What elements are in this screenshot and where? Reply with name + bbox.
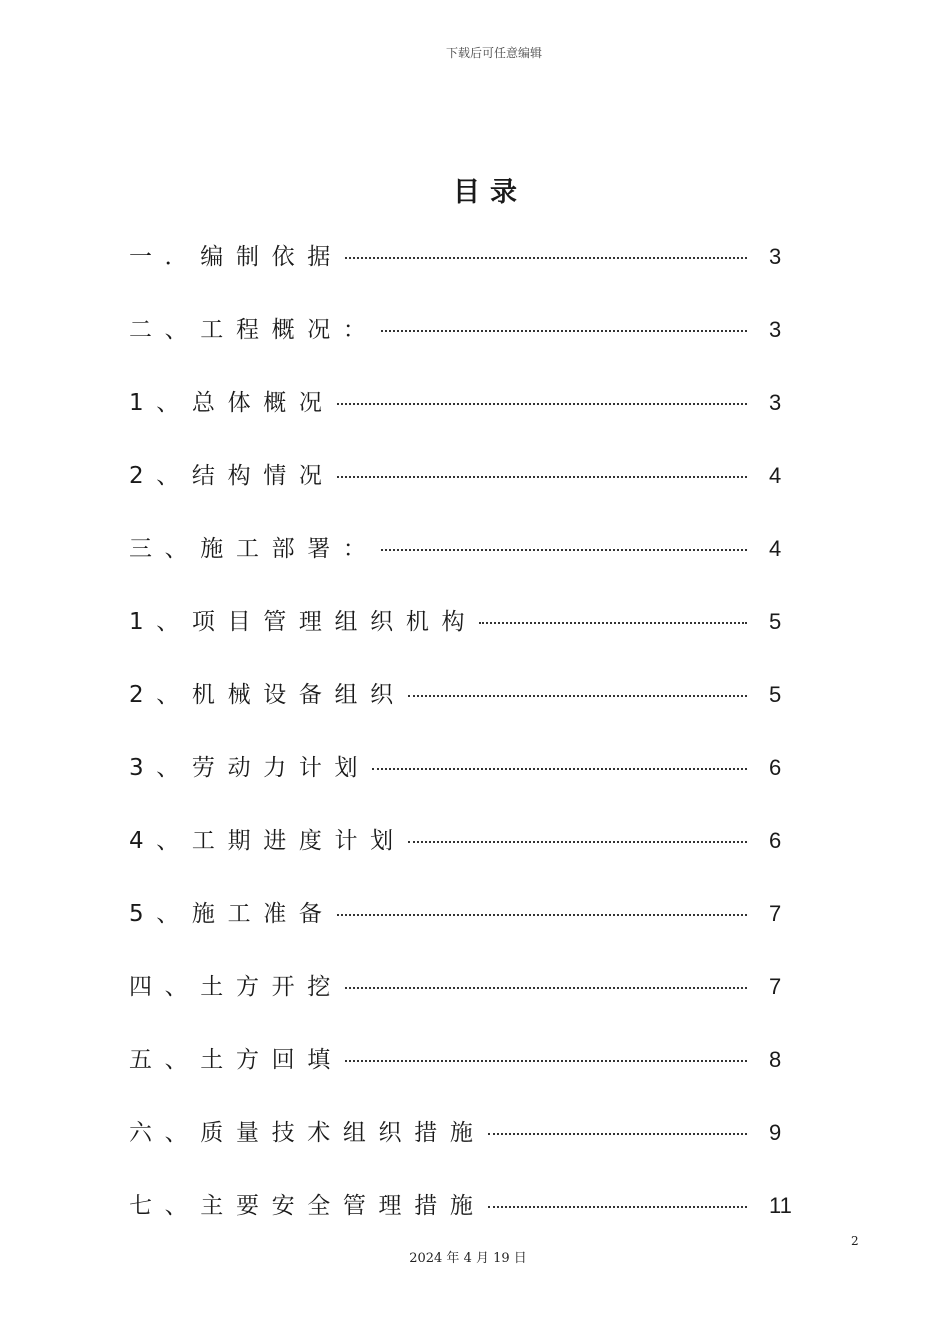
- footer-date: 2024 年 4 月 19 日: [409, 1251, 527, 1266]
- toc-entry[interactable]: [129, 530, 799, 603]
- toc-entry-label: 5、施工准备: [129, 901, 335, 927]
- toc-entry-label: 四、土方开挖: [129, 974, 343, 1000]
- table-of-contents: [129, 238, 799, 1260]
- toc-dot-leader: [345, 987, 747, 989]
- toc-dot-leader: [337, 403, 747, 405]
- toc-entry[interactable]: [129, 749, 799, 822]
- toc-entry-label: 3、劳动力计划: [129, 755, 371, 781]
- toc-entry-label: 2、机械设备组织: [129, 682, 406, 708]
- toc-dot-leader: [337, 476, 747, 478]
- toc-entry-label: 2、结构情况: [129, 463, 335, 489]
- toc-entry[interactable]: [129, 1114, 799, 1187]
- toc-entry-page: 9: [769, 1120, 782, 1145]
- toc-entry[interactable]: [129, 822, 799, 895]
- toc-dot-leader: [408, 695, 747, 697]
- toc-title: 目录: [453, 177, 527, 208]
- page-number: 2: [851, 1234, 859, 1248]
- toc-entry-page: 4: [769, 463, 782, 488]
- toc-entry[interactable]: [129, 603, 799, 676]
- toc-dot-leader: [488, 1206, 748, 1208]
- toc-entry-page: 5: [769, 682, 782, 707]
- toc-dot-leader: [479, 622, 747, 624]
- toc-entry-page: 4: [769, 536, 782, 561]
- toc-entry-label: 七、主要安全管理措施: [129, 1193, 486, 1219]
- toc-dot-leader: [488, 1133, 748, 1135]
- toc-entry-page: 3: [769, 390, 782, 415]
- toc-entry-label: 1、总体概况: [129, 390, 335, 416]
- toc-entry-page: 6: [769, 828, 782, 853]
- toc-entry-label: 五、土方回填: [129, 1047, 343, 1073]
- toc-entry-page: 8: [769, 1047, 782, 1072]
- toc-entry[interactable]: [129, 968, 799, 1041]
- toc-entry-page: 7: [769, 974, 782, 999]
- toc-entry-page: 7: [769, 901, 782, 926]
- toc-entry-label: 三、施工部署：: [129, 536, 379, 562]
- toc-entry[interactable]: [129, 311, 799, 384]
- toc-dot-leader: [381, 330, 747, 332]
- toc-entry[interactable]: [129, 895, 799, 968]
- toc-entry[interactable]: [129, 1041, 799, 1114]
- toc-entry-label: 4、工期进度计划: [129, 828, 406, 854]
- toc-dot-leader: [337, 914, 747, 916]
- toc-entry-page: 11: [769, 1193, 792, 1218]
- toc-dot-leader: [381, 549, 747, 551]
- toc-dot-leader: [408, 841, 747, 843]
- toc-dot-leader: [345, 257, 747, 259]
- header-note: 下载后可任意编辑: [445, 46, 542, 60]
- toc-entry-label: 1、项目管理组织机构: [129, 609, 478, 635]
- toc-entry-page: 3: [769, 317, 782, 342]
- toc-entry-label: 一．编制依据: [129, 244, 343, 270]
- toc-entry[interactable]: [129, 384, 799, 457]
- toc-entry[interactable]: [129, 238, 799, 311]
- toc-entry-page: 6: [769, 755, 782, 780]
- toc-dot-leader: [372, 768, 747, 770]
- toc-entry[interactable]: [129, 457, 799, 530]
- toc-entry-label: 六、质量技术组织措施: [129, 1120, 486, 1146]
- toc-entry-page: 5: [769, 609, 782, 634]
- toc-entry-page: 3: [769, 244, 782, 269]
- toc-entry-label: 二、工程概况：: [129, 317, 379, 343]
- toc-dot-leader: [345, 1060, 747, 1062]
- toc-entry[interactable]: [129, 676, 799, 749]
